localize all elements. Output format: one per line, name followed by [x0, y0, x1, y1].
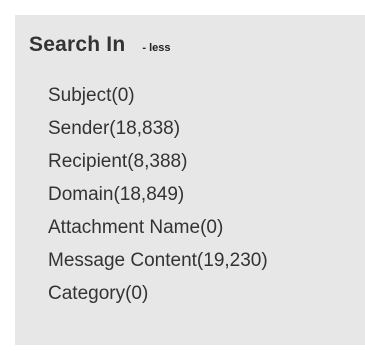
option-attachment-name[interactable]: Attachment Name(0) [48, 217, 224, 238]
option-category[interactable]: Category(0) [48, 283, 149, 304]
option-subject[interactable]: Subject(0) [48, 85, 135, 106]
option-domain[interactable]: Domain(18,849) [48, 184, 185, 205]
search-in-header [29, 33, 170, 57]
less-toggle-link[interactable]: - less [142, 42, 171, 54]
option-sender[interactable]: Sender(18,838) [48, 118, 181, 139]
search-in-options [48, 79, 268, 310]
search-in-panel [15, 15, 365, 345]
option-message-content[interactable]: Message Content(19,230) [48, 250, 268, 271]
option-recipient[interactable]: Recipient(8,388) [48, 151, 188, 172]
panel-title: Search In [29, 33, 126, 56]
